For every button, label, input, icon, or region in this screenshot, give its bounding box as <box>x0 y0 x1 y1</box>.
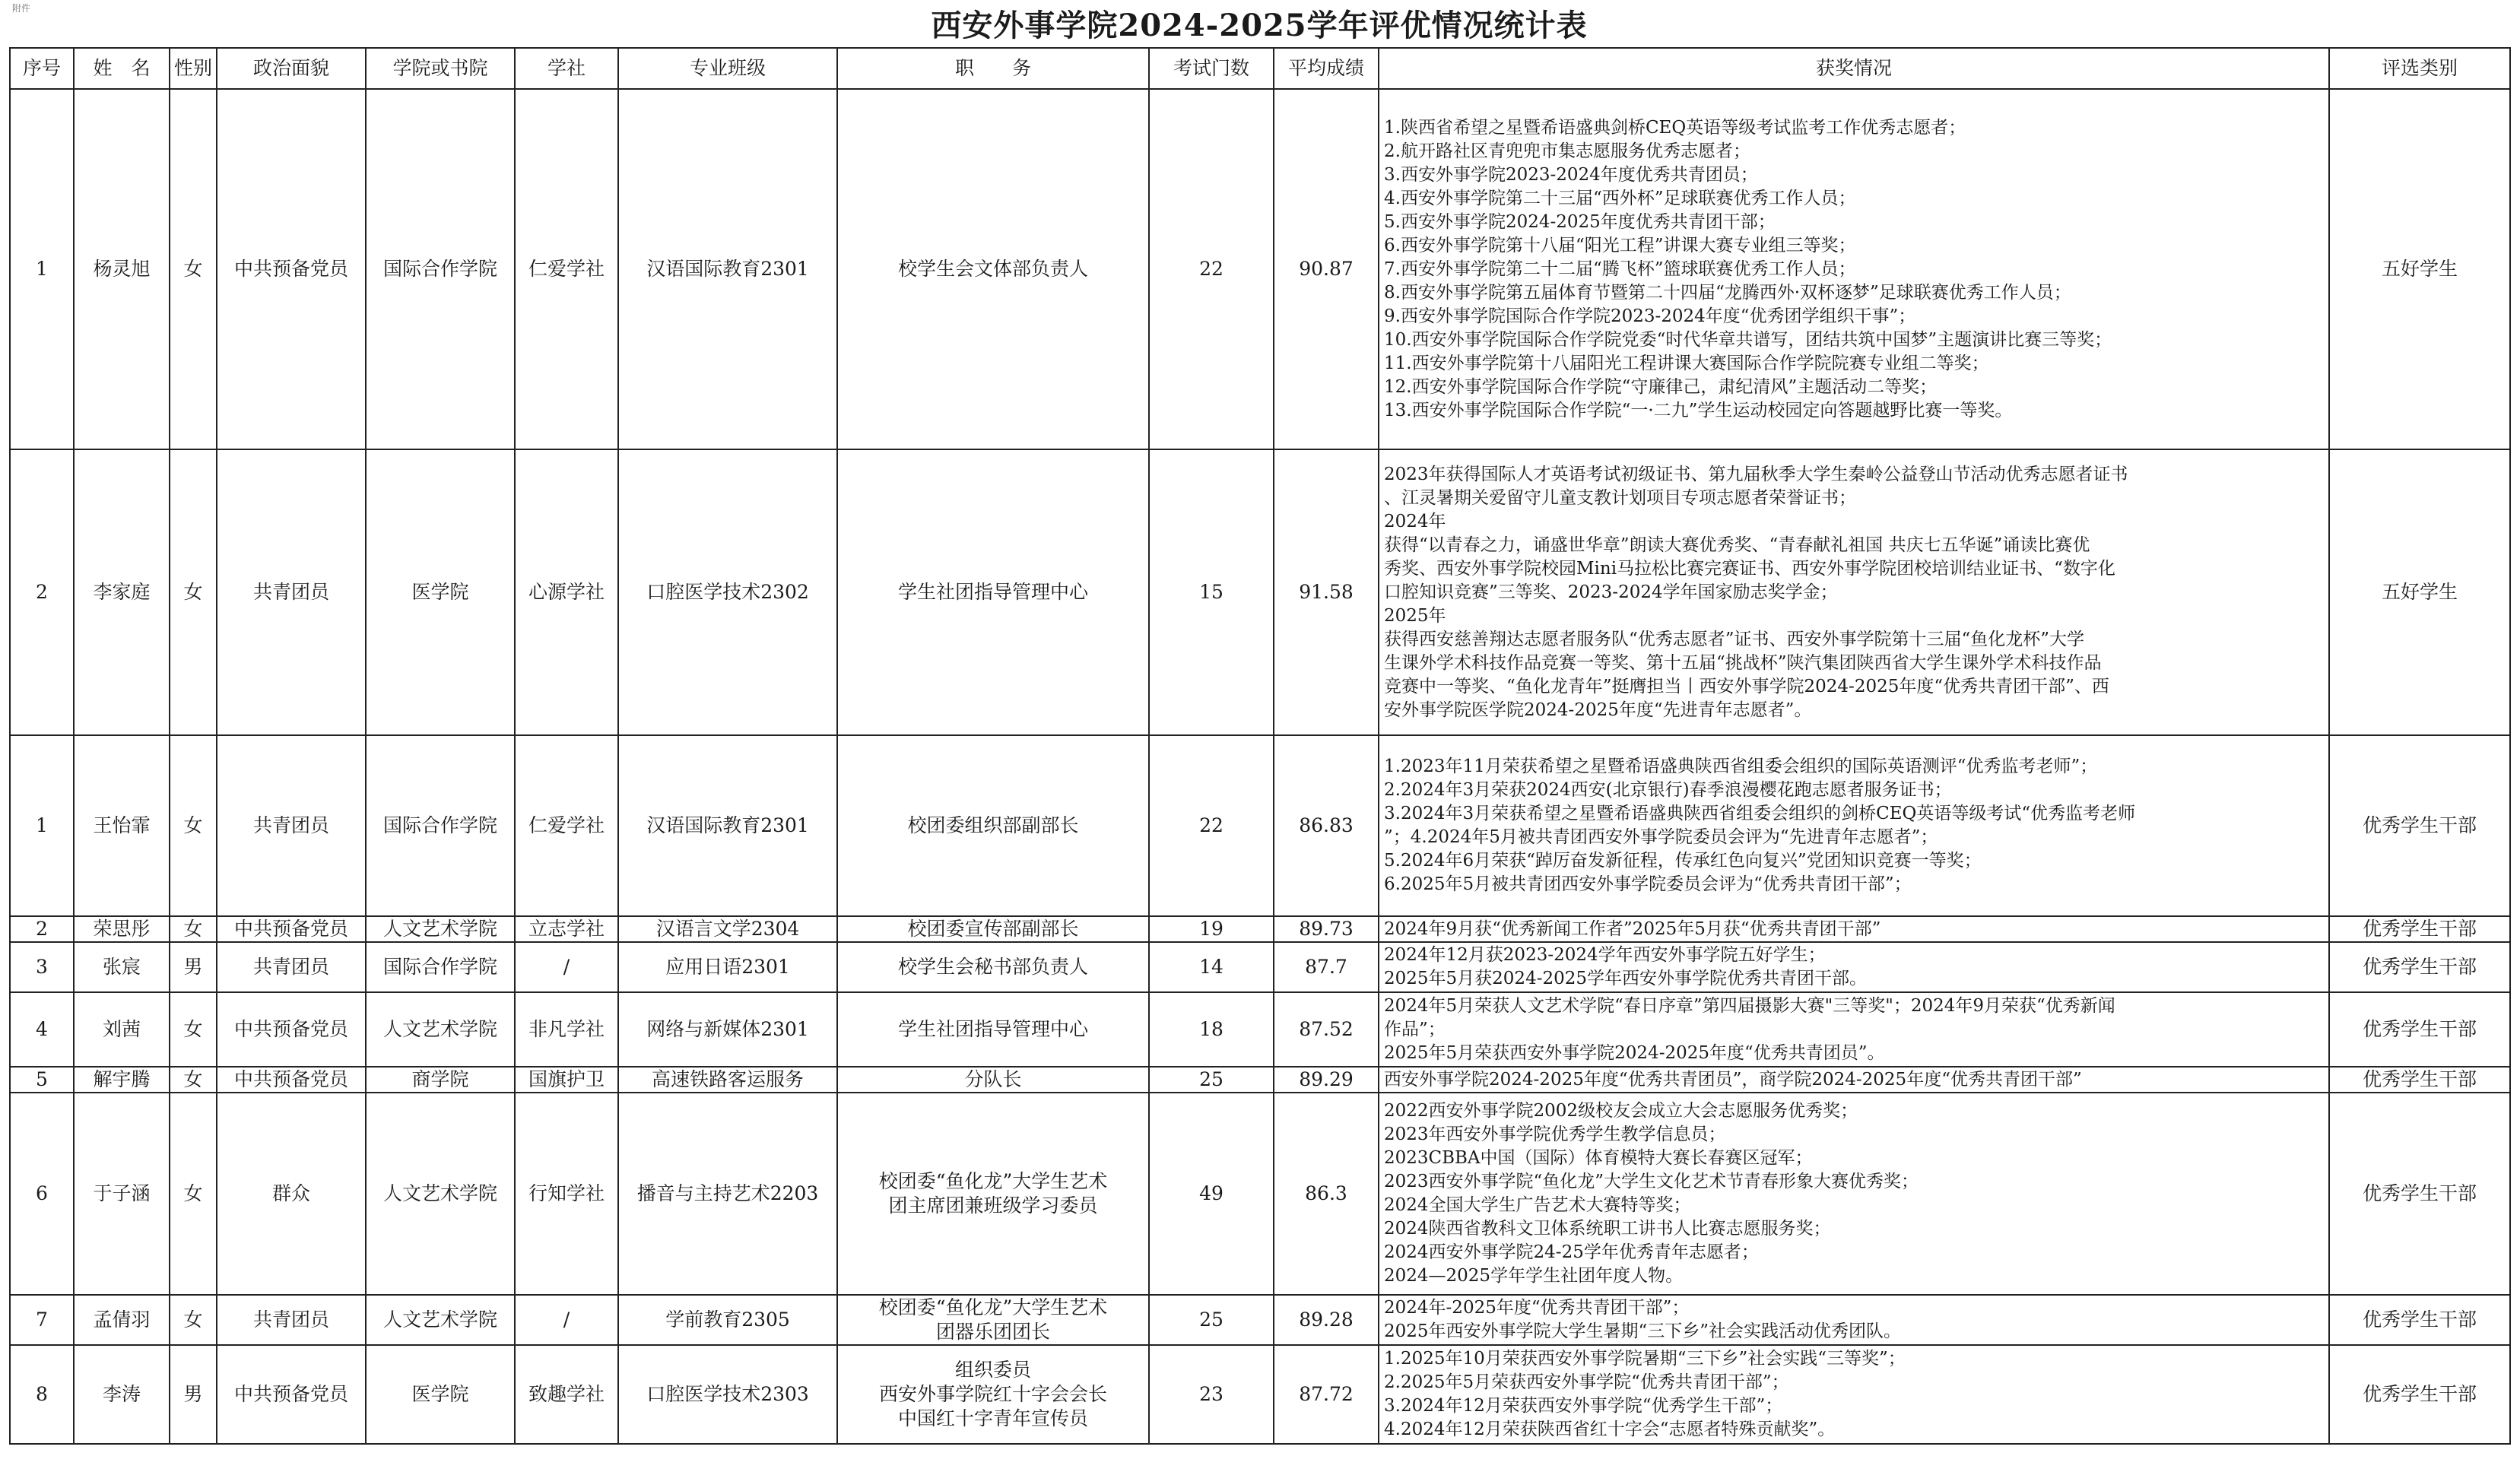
header-average: 平均成绩 <box>1274 48 1379 89</box>
position-line: 校学生会秘书部负责人 <box>897 956 1088 978</box>
table-row <box>10 992 2510 1067</box>
award-line: 3.西安外事学院2023-2024年度优秀共青团员； <box>1384 164 1758 185</box>
award-line: 2025年 <box>1384 605 1446 626</box>
cell-position <box>837 992 1149 1067</box>
cell-category: 优秀学生干部 <box>2329 1093 2510 1295</box>
cell-political: 共青团员 <box>217 735 366 916</box>
award-line: 2024年12月获2023-2024学年西安外事学院五好学生； <box>1384 945 1826 965</box>
award-line: 2024全国大学生广告艺术大赛特等奖； <box>1384 1195 1691 1215</box>
position-line: 校团委组织部副部长 <box>907 814 1079 836</box>
cell-college: 人文艺术学院 <box>366 1295 515 1345</box>
award-line: 2.2024年3月荣获2024西安(北京银行)春季浪漫樱花跑志愿者服务证书； <box>1384 780 1952 800</box>
cell-exams: 18 <box>1149 992 1274 1067</box>
cell-position <box>837 1295 1149 1345</box>
award-line: 安外事学院医学院2024-2025年度“先进青年志愿者”。 <box>1384 700 1812 720</box>
cell-name: 于子涵 <box>74 1093 170 1295</box>
cell-name: 李家庭 <box>74 449 170 735</box>
cell-name: 王怡霏 <box>74 735 170 916</box>
cell-position <box>837 89 1149 449</box>
award-line: 2024—2025学年学生社团年度人物。 <box>1384 1266 1684 1286</box>
cell-average: 89.73 <box>1274 916 1379 942</box>
cell-awards <box>1379 1295 2329 1345</box>
cell-society: / <box>515 1295 618 1345</box>
cell-college: 国际合作学院 <box>366 735 515 916</box>
cell-society: 致趣学社 <box>515 1345 618 1444</box>
cell-gender: 女 <box>170 1067 217 1093</box>
cell-class: 播音与主持艺术2203 <box>618 1093 837 1295</box>
award-line: 2025年5月获2024-2025学年西安外事学院优秀共青团干部。 <box>1384 969 1868 988</box>
cell-no: 6 <box>10 1093 74 1295</box>
header-position: 职 务 <box>837 48 1149 89</box>
award-line: 13.西安外事学院国际合作学院“一·二九”学生运动校园定向答题越野比赛一等奖。 <box>1384 400 2013 420</box>
position-line: 中国红十字青年宣传员 <box>897 1407 1088 1429</box>
cell-gender: 女 <box>170 735 217 916</box>
cell-position <box>837 916 1149 942</box>
cell-awards <box>1379 449 2329 735</box>
cell-category: 优秀学生干部 <box>2329 916 2510 942</box>
cell-no: 2 <box>10 916 74 942</box>
cell-gender: 男 <box>170 1345 217 1444</box>
award-line: 2.2025年5月荣获西安外事学院“优秀共青团干部”； <box>1384 1372 1789 1392</box>
cell-college: 医学院 <box>366 449 515 735</box>
cell-exams: 22 <box>1149 735 1274 916</box>
cell-exams: 23 <box>1149 1345 1274 1444</box>
cell-political: 中共预备党员 <box>217 916 366 942</box>
cell-name: 李涛 <box>74 1345 170 1444</box>
position-line: 组织委员 <box>954 1359 1031 1381</box>
cell-average: 86.3 <box>1274 1093 1379 1295</box>
award-line: 5.西安外事学院2024-2025年度优秀共青团干部； <box>1384 211 1776 232</box>
award-line: 2024年-2025年度“优秀共青团干部”； <box>1384 1298 1690 1318</box>
award-line: 9.西安外事学院国际合作学院2023-2024年度“优秀团学组织干事”； <box>1384 306 1916 326</box>
award-line: 7.西安外事学院第二十二届“腾飞杯”篮球联赛优秀工作人员； <box>1384 259 1856 279</box>
header-gender: 性别 <box>170 48 217 89</box>
award-line: 3.2024年12月荣获西安外事学院“优秀学生干部”； <box>1384 1396 1783 1416</box>
cell-class: 汉语国际教育2301 <box>618 735 837 916</box>
cell-exams: 22 <box>1149 89 1274 449</box>
cell-awards <box>1379 735 2329 916</box>
position-line: 西安外事学院红十字会会长 <box>878 1383 1107 1405</box>
cell-gender: 女 <box>170 449 217 735</box>
cell-name: 解宇腾 <box>74 1067 170 1093</box>
cell-political: 中共预备党员 <box>217 89 366 449</box>
cell-gender: 女 <box>170 89 217 449</box>
position-line: 分队长 <box>964 1068 1022 1090</box>
cell-average: 87.7 <box>1274 942 1379 992</box>
cell-society: 立志学社 <box>515 916 618 942</box>
award-line: 4.西安外事学院第二十三届“西外杯”足球联赛优秀工作人员； <box>1384 188 1856 208</box>
award-line: 竞赛中一等奖、“鱼化龙青年”挺膺担当丨西安外事学院2024-2025年度“优秀共青团干部”、西 <box>1384 676 2109 696</box>
cell-average: 87.52 <box>1274 992 1379 1067</box>
cell-position <box>837 1067 1149 1093</box>
award-line: 获得“以青春之力，诵盛世华章”朗读大赛优秀奖、“青春献礼祖国 共庆七五华诞”诵读比赛优 <box>1384 535 2090 555</box>
cell-society: 仁爱学社 <box>515 735 618 916</box>
cell-society: 国旗护卫 <box>515 1067 618 1093</box>
cell-class: 口腔医学技术2303 <box>618 1345 837 1444</box>
header-name: 姓 名 <box>74 48 170 89</box>
header-awards: 获奖情况 <box>1379 48 2329 89</box>
cell-name: 荣思彤 <box>74 916 170 942</box>
cell-exams: 25 <box>1149 1067 1274 1093</box>
cell-no: 1 <box>10 89 74 449</box>
position-line: 校团委“鱼化龙”大学生艺术 <box>878 1296 1108 1318</box>
cell-category: 优秀学生干部 <box>2329 735 2510 916</box>
cell-political: 中共预备党员 <box>217 992 366 1067</box>
cell-average: 90.87 <box>1274 89 1379 449</box>
award-line: 生课外学术科技作品竞赛一等奖、第十五届“挑战杯”陕汽集团陕西省大学生课外学术科技作品 <box>1384 652 2102 673</box>
cell-exams: 25 <box>1149 1295 1274 1345</box>
cell-average: 86.83 <box>1274 735 1379 916</box>
cell-political: 中共预备党员 <box>217 1345 366 1444</box>
cell-category: 优秀学生干部 <box>2329 1295 2510 1345</box>
cell-name: 杨灵旭 <box>74 89 170 449</box>
cell-awards <box>1379 942 2329 992</box>
award-line: ”；4.2024年5月被共青团西安外事学院委员会评为“先进青年志愿者”； <box>1384 827 1938 847</box>
award-table <box>9 47 2511 1445</box>
award-line: 口腔知识竞赛”三等奖、2023-2024学年国家励志奖学金； <box>1384 582 1838 602</box>
cell-society: 仁爱学社 <box>515 89 618 449</box>
cell-name: 刘茜 <box>74 992 170 1067</box>
cell-society: 行知学社 <box>515 1093 618 1295</box>
table-row <box>10 735 2510 916</box>
cell-class: 口腔医学技术2302 <box>618 449 837 735</box>
position-line: 学生社团指导管理中心 <box>897 1018 1088 1040</box>
award-line: 获得西安慈善翔达志愿者服务队“优秀志愿者”证书、西安外事学院第十三届“鱼化龙杯”大学 <box>1384 629 2085 649</box>
page-title: 西安外事学院2024-2025学年评优情况统计表 <box>931 8 1588 43</box>
header-political: 政治面貌 <box>217 48 366 89</box>
award-line: 、江灵暑期关爱留守儿童支教计划项目专项志愿者荣誉证书； <box>1384 487 1856 508</box>
cell-average: 87.72 <box>1274 1345 1379 1444</box>
cell-exams: 19 <box>1149 916 1274 942</box>
cell-no: 1 <box>10 735 74 916</box>
cell-class: 汉语国际教育2301 <box>618 89 837 449</box>
cell-no: 2 <box>10 449 74 735</box>
cell-gender: 女 <box>170 1295 217 1345</box>
award-line: 2025年5月荣获西安外事学院2024-2025年度“优秀共青团员”。 <box>1384 1042 1885 1063</box>
cell-awards <box>1379 992 2329 1067</box>
award-line: 2025年西安外事学院大学生暑期“三下乡”社会实践活动优秀团队。 <box>1384 1321 1902 1341</box>
table-row <box>10 1067 2510 1093</box>
cell-name: 孟倩羽 <box>74 1295 170 1345</box>
position-line: 学生社团指导管理中心 <box>897 581 1088 603</box>
cell-no: 7 <box>10 1295 74 1345</box>
table-row <box>10 942 2510 992</box>
cell-category: 优秀学生干部 <box>2329 1345 2510 1444</box>
award-line: 2024年5月荣获人文艺术学院“春日序章”第四届摄影大赛"三等奖"；2024年9月荣获“优秀新闻 <box>1384 995 2115 1016</box>
cell-awards <box>1379 916 2329 942</box>
position-line: 校团委“鱼化龙”大学生艺术 <box>878 1170 1108 1192</box>
cell-category: 五好学生 <box>2329 89 2510 449</box>
cell-class: 应用日语2301 <box>618 942 837 992</box>
cell-college: 人文艺术学院 <box>366 992 515 1067</box>
award-line: 1.2025年10月荣获西安外事学院暑期“三下乡”社会实践“三等奖”； <box>1384 1349 1906 1369</box>
cell-college: 人文艺术学院 <box>366 916 515 942</box>
cell-category: 五好学生 <box>2329 449 2510 735</box>
cell-society: 心源学社 <box>515 449 618 735</box>
cell-exams: 15 <box>1149 449 1274 735</box>
cell-gender: 男 <box>170 942 217 992</box>
award-line: 4.2024年12月荣获陕西省红十字会“志愿者特殊贡献奖”。 <box>1384 1420 1836 1439</box>
cell-no: 4 <box>10 992 74 1067</box>
cell-awards <box>1379 1093 2329 1295</box>
cell-name: 张宸 <box>74 942 170 992</box>
award-line: 2024陕西省教科文卫体系统职工讲书人比赛志愿服务奖； <box>1384 1219 1831 1239</box>
table-row <box>10 1295 2510 1345</box>
cell-political: 共青团员 <box>217 1295 366 1345</box>
award-line: 西安外事学院2024-2025年度“优秀共青团员”，商学院2024-2025年度“优秀共青团干部” <box>1384 1069 2082 1090</box>
table-row <box>10 1345 2510 1444</box>
cell-gender: 女 <box>170 992 217 1067</box>
cell-college: 医学院 <box>366 1345 515 1444</box>
cell-no: 8 <box>10 1345 74 1444</box>
award-line: 3.2024年3月荣获希望之星暨希语盛典陕西省组委会组织的剑桥CEQ英语等级考试“优秀监考老师 <box>1384 804 2136 823</box>
cell-college: 国际合作学院 <box>366 942 515 992</box>
cell-awards <box>1379 1067 2329 1093</box>
award-line: 6.西安外事学院第十八届“阳光工程”讲课大赛专业组三等奖； <box>1384 235 1856 255</box>
position-line: 校学生会文体部负责人 <box>897 258 1088 280</box>
cell-exams: 49 <box>1149 1093 1274 1295</box>
cell-no: 5 <box>10 1067 74 1093</box>
cell-awards <box>1379 89 2329 449</box>
cell-political: 中共预备党员 <box>217 1067 366 1093</box>
position-line: 团主席团兼班级学习委员 <box>888 1194 1098 1217</box>
award-line: 8.西安外事学院第五届体育节暨第二十四届“龙腾西外·双杯逐梦”足球联赛优秀工作人员； <box>1384 282 2071 303</box>
cell-college: 商学院 <box>366 1067 515 1093</box>
header-class: 专业班级 <box>618 48 837 89</box>
award-line: 秀奖、西安外事学院校园Mini马拉松比赛完赛证书、西安外事学院团校培训结业证书、“数字化 <box>1384 558 2115 579</box>
cell-college: 国际合作学院 <box>366 89 515 449</box>
cell-society: / <box>515 942 618 992</box>
cell-position <box>837 449 1149 735</box>
cell-average: 91.58 <box>1274 449 1379 735</box>
cell-position <box>837 1345 1149 1444</box>
cell-political: 共青团员 <box>217 942 366 992</box>
award-line: 2024年 <box>1384 511 1446 531</box>
cell-no: 3 <box>10 942 74 992</box>
position-line: 团器乐团团长 <box>935 1321 1050 1343</box>
table-row <box>10 449 2510 735</box>
cell-gender: 女 <box>170 1093 217 1295</box>
award-line: 2022西安外事学院2002级校友会成立大会志愿服务优秀奖； <box>1384 1101 1858 1121</box>
header-exams: 考试门数 <box>1149 48 1274 89</box>
corner-mark: 附件 <box>12 3 31 14</box>
position-line: 校团委宣传部副部长 <box>907 918 1079 940</box>
award-line: 10.西安外事学院国际合作学院党委“时代华章共谱写，团结共筑中国梦”主题演讲比赛三等奖； <box>1384 329 2112 350</box>
award-line: 1.陕西省希望之星暨希语盛典剑桥CEQ英语等级考试监考工作优秀志愿者； <box>1384 117 1966 138</box>
award-line: 2023西安外事学院“鱼化龙”大学生文化艺术节青春形象大赛优秀奖； <box>1384 1172 1919 1191</box>
cell-college: 人文艺术学院 <box>366 1093 515 1295</box>
cell-position <box>837 942 1149 992</box>
table-row <box>10 89 2510 449</box>
cell-exams: 14 <box>1149 942 1274 992</box>
cell-awards <box>1379 1345 2329 1444</box>
header-society: 学社 <box>515 48 618 89</box>
header-row <box>10 48 2510 89</box>
cell-position <box>837 735 1149 916</box>
table-row <box>10 916 2510 942</box>
award-line: 2023年西安外事学院优秀学生教学信息员； <box>1384 1125 1726 1144</box>
award-line: 6.2025年5月被共青团西安外事学院委员会评为“优秀共青团干部”； <box>1384 874 1912 894</box>
award-line: 11.西安外事学院第十八届阳光工程讲课大赛国际合作学院院赛专业组二等奖； <box>1384 353 1989 373</box>
statistics-sheet <box>9 0 2509 1472</box>
cell-gender: 女 <box>170 916 217 942</box>
header-category: 评选类别 <box>2329 48 2510 89</box>
cell-category: 优秀学生干部 <box>2329 942 2510 992</box>
cell-class: 网络与新媒体2301 <box>618 992 837 1067</box>
cell-class: 学前教育2305 <box>618 1295 837 1345</box>
header-college: 学院或书院 <box>366 48 515 89</box>
header-no: 序号 <box>10 48 74 89</box>
cell-position <box>837 1093 1149 1295</box>
award-line: 2.航开路社区青兜兜市集志愿服务优秀志愿者； <box>1384 141 1750 161</box>
award-line: 2024年9月获“优秀新闻工作者”2025年5月获“优秀共青团干部” <box>1384 918 1881 939</box>
cell-average: 89.28 <box>1274 1295 1379 1345</box>
cell-society: 非凡学社 <box>515 992 618 1067</box>
award-line: 5.2024年6月荣获“踔厉奋发新征程，传承红色向复兴”党团知识竞赛一等奖； <box>1384 851 1982 871</box>
award-line: 2024西安外事学院24-25学年优秀青年志愿者； <box>1384 1242 1759 1262</box>
cell-average: 89.29 <box>1274 1067 1379 1093</box>
award-line: 1.2023年11月荣获希望之星暨希语盛典陕西省组委会组织的国际英语测评“优秀监考老师”； <box>1384 757 2098 776</box>
cell-category: 优秀学生干部 <box>2329 1067 2510 1093</box>
cell-class: 汉语言文学2304 <box>618 916 837 942</box>
award-line: 2023年获得国际人才英语考试初级证书、第九届秋季大学生秦岭公益登山节活动优秀志愿者证书 <box>1384 464 2128 484</box>
cell-category: 优秀学生干部 <box>2329 992 2510 1067</box>
award-line: 作品”； <box>1384 1019 1446 1039</box>
cell-class: 高速铁路客运服务 <box>618 1067 837 1093</box>
cell-political: 群众 <box>217 1093 366 1295</box>
table-row <box>10 1093 2510 1295</box>
award-line: 2023CBBA中国（国际）体育模特大赛长春赛区冠军； <box>1384 1148 1813 1168</box>
award-line: 12.西安外事学院国际合作学院“守廉律己，肃纪清风”主题活动二等奖； <box>1384 376 1938 397</box>
cell-political: 共青团员 <box>217 449 366 735</box>
